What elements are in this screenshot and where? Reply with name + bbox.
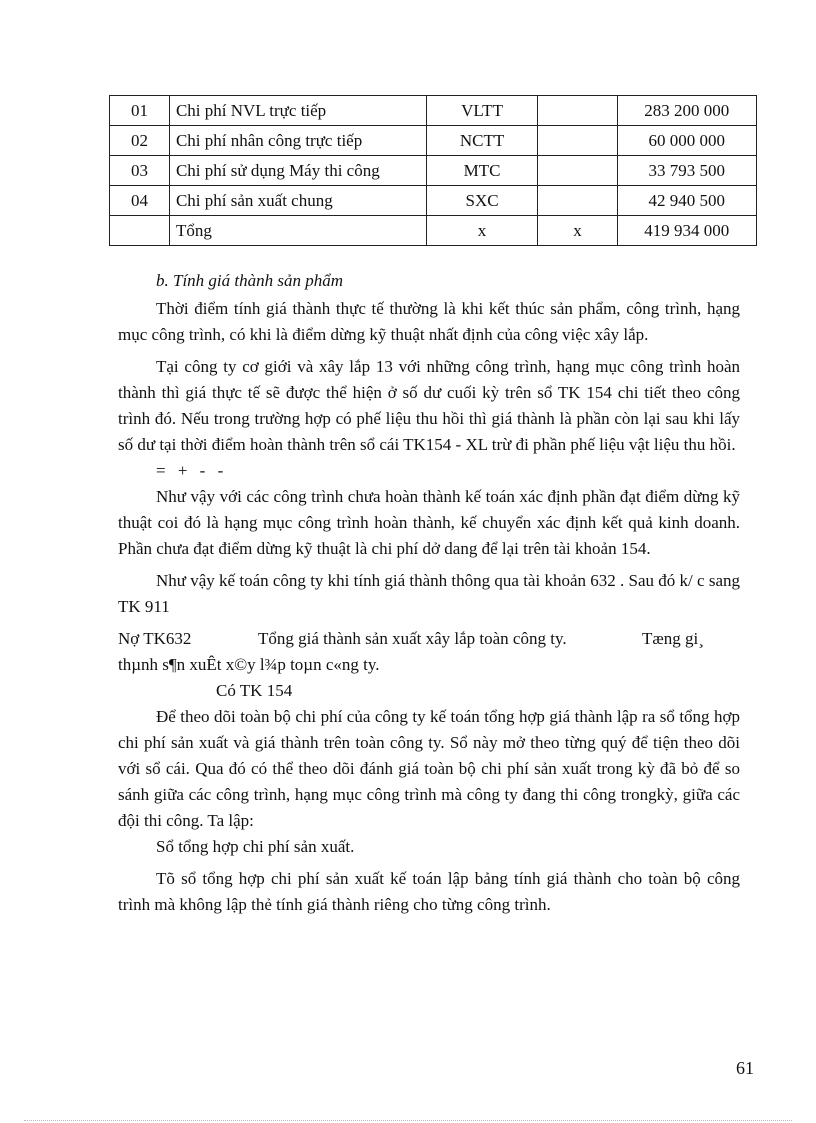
cost-code-cell: SXC [426,186,538,216]
cost-name-cell: Chi phí nhân công trực tiếp [169,126,426,156]
amount-cell: 42 940 500 [617,186,756,216]
cost-code-cell: VLTT [426,96,538,126]
cost-name-cell: Chi phí sản xuất chung [169,186,426,216]
row-number-cell: 03 [110,156,170,186]
paragraph: Tõ sổ tổng hợp chi phí sản xuất kế toán lập bảng tính giá thành cho toàn bộ công trình mà không lập thẻ tính giá thành riêng cho từng công trình. [118,869,740,914]
extra-cell [538,186,617,216]
row-number-cell: 02 [110,126,170,156]
paragraph: Thời điểm tính giá thành thực tế thường là khi kết thúc sản phẩm, công trình, hạng mục công trình, có khi là điểm dừng kỹ thuật nhất định của công việc xây lắp. [118,299,740,344]
extra-cell [538,156,617,186]
row-number-cell: 04 [110,186,170,216]
debit-account: Nợ TK632 [118,629,192,648]
paragraph: Như vậy kế toán công ty khi tính giá thành thông qua tài khoản 632 . Sau đó k/ c sang TK 911 [118,571,740,616]
table-row [110,126,757,156]
cost-code-cell: x [426,216,538,246]
formula-line: = + - - [156,461,228,480]
paragraph: Như vậy với các công trình chưa hoàn thành kế toán xác định phần đạt điểm dừng kỹ thuật coi đó là hạng mục công trình hoàn thành, kế chuyển xác định kết quả kinh doanh. Phần chưa đạt điểm dừng kỹ thuật là chi phí dở dang để lại trên tài khoản 154. [118,487,740,558]
extra-cell [538,96,617,126]
cost-summary-table [109,95,757,246]
cost-code-cell: MTC [426,156,538,186]
subheading: b. Tính giá thành sản phẩm [156,271,344,290]
table-row [110,216,757,246]
extra-cell [538,126,617,156]
table-row [110,156,757,186]
journal-entry-debit [118,626,740,652]
cost-name-cell: Chi phí NVL trực tiếp [169,96,426,126]
amount-cell: 283 200 000 [617,96,756,126]
amount-cell: 419 934 000 [617,216,756,246]
credit-account: Có TK 154 [216,681,293,700]
table-row [110,186,757,216]
row-number-cell: 01 [110,96,170,126]
paragraph: Để theo dõi toàn bộ chi phí của công ty kế toán tổng hợp giá thành lập ra sổ tổng hợp chi phí sản xuất và giá thành trên toàn công ty. Sổ này mở theo từng quý để tiện theo dõi với sổ cái. Qua đó có thể theo dõi đánh giá toàn bộ chi phí sản xuất trong kỳ đã bỏ để so sánh giữa các công trình, hạng mục công trình mà công ty đang thi công trongkỳ, giữa các đội thi công. Ta lập: [118,707,740,830]
page-number: 61 [736,1058,754,1078]
amount-cell: 60 000 000 [617,126,756,156]
garbled-text-line: thµnh s¶n xuÊt x©y l¾p toµn c«ng ty. [118,655,380,674]
paragraph: Tại công ty cơ giới và xây lắp 13 với những công trình, hạng mục công trình hoàn thành thì giá thực tế sẽ được thể hiện ở số dư cuối kỳ trên sổ TK 154 chi tiết theo công trình đó. Nếu trong trường hợp có phế liệu thu hồi thì giá thành là phần còn lại sau khi lấy số dư tại thời điểm hoàn thành trên sổ cái TK154 - XL trừ đi phần phế liệu vật liệu thu hồi. [118,357,740,454]
amount-cell: 33 793 500 [617,156,756,186]
row-number-cell [110,216,170,246]
garbled-text: Tæng gi¸ [642,629,704,648]
cost-name-cell: Chi phí sử dụng Máy thi công [169,156,426,186]
cost-code-cell: NCTT [426,126,538,156]
paragraph: Sổ tổng hợp chi phí sản xuất. [156,837,355,856]
table-row [110,96,757,126]
cost-name-cell: Tổng [169,216,426,246]
page-bottom-rule [24,1120,792,1121]
entry-description: Tổng giá thành sản xuất xây lắp toàn công ty. [258,629,567,648]
extra-cell: x [538,216,617,246]
body-text [118,268,740,918]
